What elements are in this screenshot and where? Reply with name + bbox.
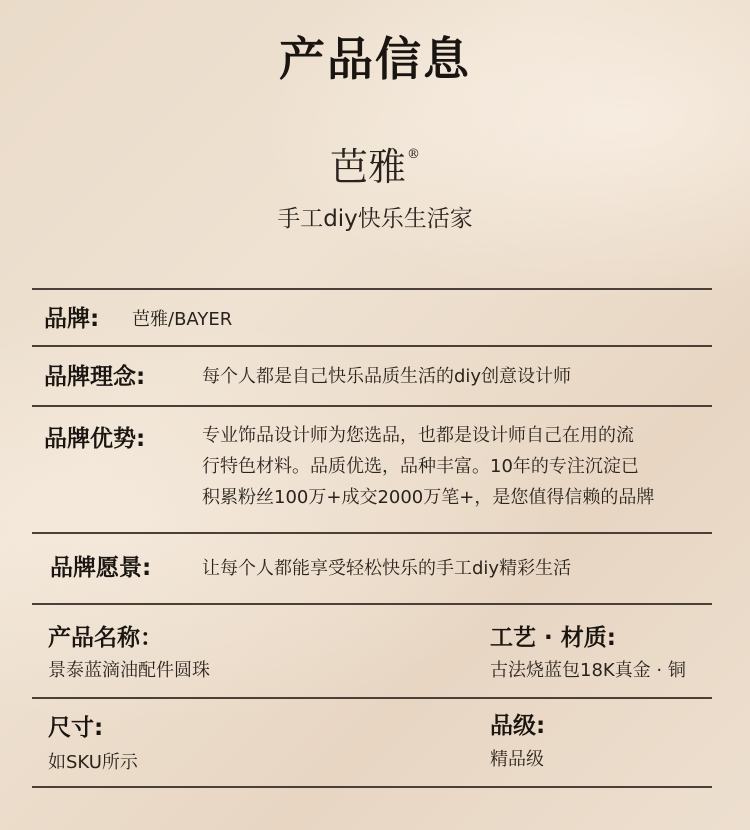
brand-advantage-line: 行特色材料。品质优选，品种丰富。10年的专注沉淀已 <box>202 456 639 477</box>
craft-material-label: 工艺 · 材质: <box>490 625 616 651</box>
product-name-value: 景泰蓝滴油配件圆珠 <box>48 660 210 681</box>
registered-mark: ® <box>407 147 420 162</box>
brand-advantage-line: 专业饰品设计师为您选品，也都是设计师自己在用的流 <box>202 425 634 446</box>
divider <box>32 697 712 699</box>
brand-slogan: 手工diy快乐生活家 <box>277 206 473 232</box>
divider <box>32 532 712 534</box>
size-label: 尺寸: <box>48 715 104 741</box>
size-value: 如SKU所示 <box>48 752 138 773</box>
brand-logo <box>0 130 750 189</box>
brand-concept-value: 每个人都是自己快乐品质生活的diy创意设计师 <box>202 366 572 387</box>
page-title: 产品信息 <box>279 32 471 86</box>
product-name-label: 产品名称： <box>48 625 163 651</box>
grade-value: 精品级 <box>490 749 544 770</box>
brand-advantage-text <box>202 420 714 513</box>
divider <box>32 405 712 407</box>
brand-advantage-line: 积累粉丝100万+成交2000万笔+，是您值得信赖的品牌 <box>202 487 655 508</box>
brand-logo-text: 芭雅 <box>329 145 406 189</box>
brand-vision-label: 品牌愿景: <box>50 555 152 581</box>
brand-value: 芭雅/BAYER <box>132 309 233 330</box>
divider <box>32 345 712 347</box>
divider <box>32 288 712 290</box>
brand-advantage-label: 品牌优势: <box>44 426 146 452</box>
grade-label: 品级: <box>490 713 546 739</box>
brand-label: 品牌: <box>44 306 100 332</box>
brand-concept-label: 品牌理念: <box>44 364 146 390</box>
craft-material-value: 古法烧蓝包18K真金 · 铜 <box>490 660 686 681</box>
divider <box>32 786 712 788</box>
divider <box>32 603 712 605</box>
brand-vision-value: 让每个人都能享受轻松快乐的手工diy精彩生活 <box>202 558 572 579</box>
